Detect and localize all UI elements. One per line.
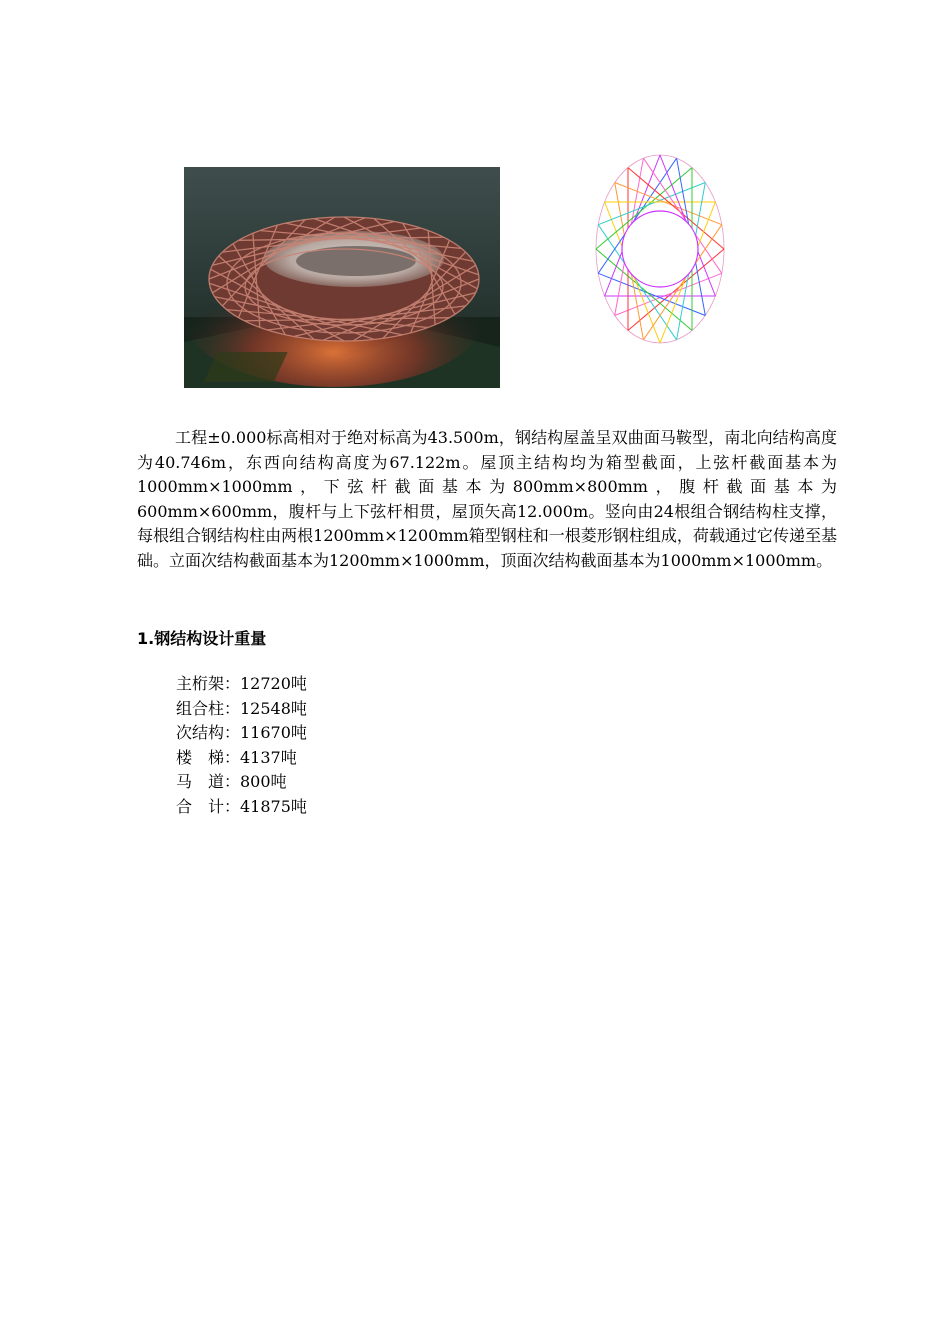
stadium-photo: [184, 167, 500, 388]
weight-item-main-truss: 主桁架：12720吨: [176, 674, 307, 693]
stadium-photo-graphic: [184, 167, 500, 388]
weight-item-composite-column: 组合柱：12548吨: [176, 698, 307, 718]
weight-item-secondary-structure: 次结构：11670吨: [176, 723, 307, 743]
weight-item-total: 合 计：41875吨: [176, 796, 307, 816]
roof-plan-diagram: [590, 150, 730, 348]
description-paragraph: 工程±0.000标高相对于绝对标高为43.500m，钢结构屋盖呈双曲面马鞍型，南北向结构高度为40.746m，东西向结构高度为67.122m。屋顶主结构均为箱型截面，上弦杆截面基本为1000mm×1000mm，下弦杆截面基本为800mm×800mm，腹杆截面基本为600mm×600mm，腹杆与上下弦杆相贯，屋顶矢高12.000m。竖向由24根组合钢结构柱支撑，每根组合钢结构柱由两根1200mm×1200mm箱型钢柱和一根菱形钢柱组成，荷载通过它传递至基础。立面次结构截面基本为1200mm×1000mm，顶面次结构截面基本为1000mm×1000mm。: [137, 428, 837, 570]
section-heading: 1.钢结构设计重量: [137, 629, 267, 648]
weights-list: [176, 672, 307, 820]
roof-plan-graphic: [590, 150, 730, 348]
weight-item-catwalk: 马 道：800吨: [176, 772, 287, 792]
weight-item-stairs: 楼 梯：4137吨: [176, 747, 297, 767]
plan-inner-opening: [622, 211, 698, 287]
